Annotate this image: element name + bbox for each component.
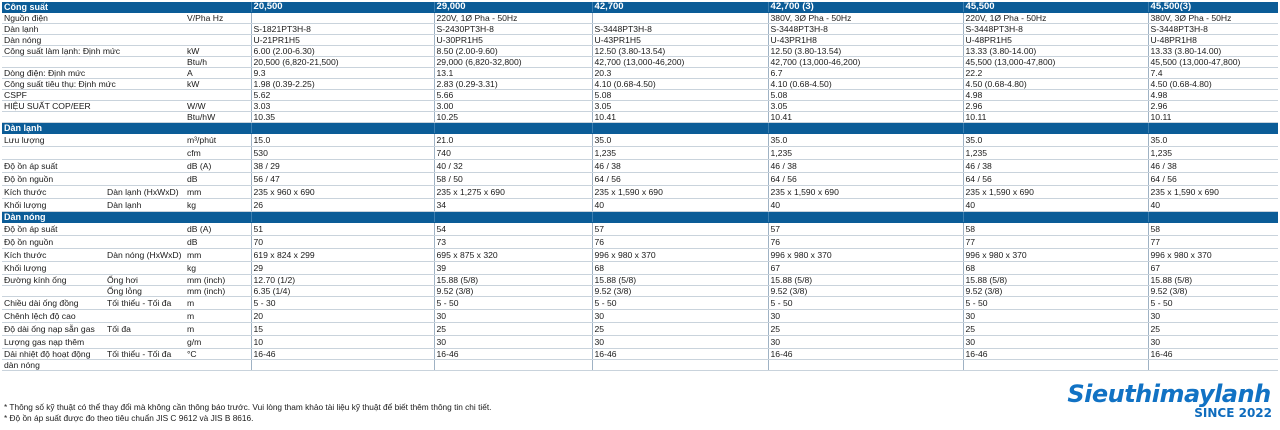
- spec-unit: [185, 24, 251, 35]
- spec-label: [2, 286, 105, 297]
- spec-value: 40 / 32: [434, 160, 592, 173]
- spec-value: 15.88 (5/8): [592, 275, 768, 286]
- spec-label: Khối lượng: [2, 262, 185, 275]
- spec-value: 40: [963, 199, 1148, 212]
- spec-value: 1,235: [592, 147, 768, 160]
- spec-value: [592, 360, 768, 371]
- spec-value: 695 x 875 x 320: [434, 249, 592, 262]
- spec-value: 9.52 (3/8): [963, 286, 1148, 297]
- spec-sublabel: Dàn lạnh (HxWxD): [105, 186, 185, 199]
- spec-label: Nguồn điện: [2, 13, 185, 24]
- spec-value: 2.96: [1148, 101, 1278, 112]
- spec-value: 220V, 1Ø Pha - 50Hz: [434, 13, 592, 24]
- spec-value: 16-46: [1148, 349, 1278, 360]
- spec-value: 6.7: [768, 68, 963, 79]
- spec-value: 26: [251, 199, 434, 212]
- section-cell: [251, 123, 434, 134]
- spec-value: 30: [768, 310, 963, 323]
- row-power-input: [2, 79, 1278, 90]
- spec-value: 77: [1148, 236, 1278, 249]
- spec-unit: dB (A): [185, 160, 251, 173]
- spec-value: 20.3: [592, 68, 768, 79]
- spec-sublabel: Tối thiểu - Tối đa: [105, 349, 185, 360]
- row-out-sound-power: [2, 236, 1278, 249]
- row-in-dimensions: [2, 186, 1278, 199]
- spec-value: 5.08: [768, 90, 963, 101]
- spec-unit: Btu/hW: [185, 112, 251, 123]
- spec-value: 45,500 (13,000-47,800): [963, 57, 1148, 68]
- spec-value: 15: [251, 323, 434, 336]
- spec-label: Chiều dài ống đồng: [2, 297, 105, 310]
- spec-value: 58: [963, 223, 1148, 236]
- spec-value: 380V, 3Ø Pha - 50Hz: [768, 13, 963, 24]
- spec-value: 64 / 56: [768, 173, 963, 186]
- spec-value: 25: [1148, 323, 1278, 336]
- spec-value: 35.0: [1148, 134, 1278, 147]
- spec-value: 619 x 824 x 299: [251, 249, 434, 262]
- spec-value: 4.98: [1148, 90, 1278, 101]
- spec-unit: mm (inch): [185, 286, 251, 297]
- spec-value: 5 - 50: [434, 297, 592, 310]
- row-airflow-m3: [2, 134, 1278, 147]
- row-additional-gas: [2, 336, 1278, 349]
- spec-value: 5.62: [251, 90, 434, 101]
- spec-unit: kg: [185, 199, 251, 212]
- spec-label: Đường kính ống: [2, 275, 105, 286]
- spec-value: 235 x 1,590 x 690: [963, 186, 1148, 199]
- spec-value: 9.52 (3/8): [592, 286, 768, 297]
- spec-label: Độ ồn áp suất: [2, 160, 185, 173]
- spec-unit: mm: [185, 249, 251, 262]
- section-cell: [1148, 123, 1278, 134]
- spec-label: Công suất tiêu thụ: Định mức: [2, 79, 185, 90]
- footnote: * Thông số kỹ thuật có thể thay đổi mà không cần thông báo trước. Vui lòng tham khảo tài liệu kỹ thuật để biết thêm thông tin chi tiết.: [4, 402, 492, 412]
- spec-label: Công suất làm lạnh: Định mức: [2, 46, 185, 57]
- spec-value: 16-46: [251, 349, 434, 360]
- spec-label: [2, 57, 185, 68]
- section-cell: [251, 212, 434, 223]
- spec-value: 25: [963, 323, 1148, 336]
- section-header-indoor: [2, 123, 1278, 134]
- spec-value: 64 / 56: [1148, 173, 1278, 186]
- spec-value: 7.4: [1148, 68, 1278, 79]
- spec-value: 30: [592, 310, 768, 323]
- spec-unit: m: [185, 297, 251, 310]
- spec-value: 57: [768, 223, 963, 236]
- spec-unit: dB: [185, 173, 251, 186]
- spec-value: 46 / 38: [768, 160, 963, 173]
- spec-label: Kích thước: [2, 249, 105, 262]
- row-airflow-cfm: [2, 147, 1278, 160]
- spec-value: 46 / 38: [963, 160, 1148, 173]
- spec-value: 76: [592, 236, 768, 249]
- spec-value: 16-46: [768, 349, 963, 360]
- spec-value: 25: [592, 323, 768, 336]
- spec-value: S-3448PT3H-8: [768, 24, 963, 35]
- spec-value: [768, 360, 963, 371]
- spec-value: U-21PR1H5: [251, 35, 434, 46]
- row-current: [2, 68, 1278, 79]
- spec-value: 40: [592, 199, 768, 212]
- spec-value: 996 x 980 x 370: [963, 249, 1148, 262]
- spec-label: dàn nóng: [2, 360, 185, 371]
- spec-label: Độ ồn nguồn: [2, 173, 185, 186]
- section-title: Dàn nóng: [2, 212, 251, 223]
- section-cell: [592, 212, 768, 223]
- spec-value: 235 x 1,275 x 690: [434, 186, 592, 199]
- spec-label: Lượng gas nạp thêm: [2, 336, 185, 349]
- spec-sublabel: Tối đa: [105, 323, 185, 336]
- spec-sublabel: Dàn nóng (HxWxD): [105, 249, 185, 262]
- spec-value: 3.05: [768, 101, 963, 112]
- spec-value: 6.00 (2.00-6.30): [251, 46, 434, 57]
- spec-value: 38 / 29: [251, 160, 434, 173]
- spec-value: 2.96: [963, 101, 1148, 112]
- section-cell: [768, 212, 963, 223]
- spec-value: 30: [1148, 336, 1278, 349]
- footnote: * Độ ồn áp suất được đo theo tiêu chuẩn JIS C 9612 và JIS B 8616.: [4, 412, 254, 423]
- row-in-sound-power: [2, 173, 1278, 186]
- spec-value: 56 / 47: [251, 173, 434, 186]
- row-pipe-length: [2, 297, 1278, 310]
- spec-value: 4.10 (0.68-4.50): [768, 79, 963, 90]
- spec-value: 5 - 50: [1148, 297, 1278, 310]
- spec-value: 5 - 50: [768, 297, 963, 310]
- spec-value: 13.33 (3.80-14.00): [1148, 46, 1278, 57]
- spec-label: Độ dài ống nạp sẵn gas: [2, 323, 105, 336]
- spec-value: 30: [592, 336, 768, 349]
- row-power-source: [2, 13, 1278, 24]
- spec-value: 67: [1148, 262, 1278, 275]
- spec-value: 29,000: [434, 2, 592, 13]
- spec-value: 10.25: [434, 112, 592, 123]
- spec-value: 30: [963, 336, 1148, 349]
- spec-label: [2, 112, 185, 123]
- spec-value: 4.10 (0.68-4.50): [592, 79, 768, 90]
- spec-value: 9.52 (3/8): [434, 286, 592, 297]
- spec-unit: mm: [185, 186, 251, 199]
- spec-value: S-3448PT3H-8: [1148, 24, 1278, 35]
- spec-value: 16-46: [434, 349, 592, 360]
- spec-value: 3.05: [592, 101, 768, 112]
- spec-value: 10.11: [1148, 112, 1278, 123]
- spec-value: 25: [434, 323, 592, 336]
- spec-value: 12.70 (1/2): [251, 275, 434, 286]
- spec-value: U-48PR1H8: [1148, 35, 1278, 46]
- spec-value: U-30PR1H5: [434, 35, 592, 46]
- spec-value: U-43PR1H8: [768, 35, 963, 46]
- spec-value: 5 - 50: [592, 297, 768, 310]
- section-header-outdoor: [2, 212, 1278, 223]
- spec-label: Kích thước: [2, 186, 105, 199]
- spec-value: 64 / 56: [592, 173, 768, 186]
- spec-value: 77: [963, 236, 1148, 249]
- spec-value: 10: [251, 336, 434, 349]
- spec-label: Dàn lạnh: [2, 24, 185, 35]
- section-cell: [768, 123, 963, 134]
- spec-value: 40: [1148, 199, 1278, 212]
- row-in-sound-pressure: [2, 160, 1278, 173]
- row-precharge: [2, 323, 1278, 336]
- row-outdoor-model: [2, 35, 1278, 46]
- spec-unit: Btu/h: [185, 57, 251, 68]
- spec-value: 2.83 (0.29-3.31): [434, 79, 592, 90]
- spec-value: 30: [1148, 310, 1278, 323]
- section-cell: [963, 212, 1148, 223]
- spec-value: 235 x 1,590 x 690: [1148, 186, 1278, 199]
- spec-unit: m³/phút: [185, 134, 251, 147]
- spec-label: [2, 147, 185, 160]
- spec-value: 39: [434, 262, 592, 275]
- spec-value: 5.66: [434, 90, 592, 101]
- spec-sublabel: Ống hơi: [105, 275, 185, 286]
- spec-value: 35.0: [768, 134, 963, 147]
- section-title: Công suất: [2, 2, 251, 13]
- spec-label: Lưu lượng: [2, 134, 185, 147]
- spec-value: 996 x 980 x 370: [1148, 249, 1278, 262]
- spec-value: 996 x 980 x 370: [768, 249, 963, 262]
- spec-unit: m: [185, 323, 251, 336]
- spec-unit: kW: [185, 79, 251, 90]
- spec-unit: cfm: [185, 147, 251, 160]
- spec-value: 54: [434, 223, 592, 236]
- spec-label: Độ ồn nguồn: [2, 236, 185, 249]
- spec-sublabel: Ống lỏng: [105, 286, 185, 297]
- spec-unit: [185, 360, 251, 371]
- spec-value: 530: [251, 147, 434, 160]
- spec-value: 46 / 38: [1148, 160, 1278, 173]
- spec-value: 1,235: [1148, 147, 1278, 160]
- spec-unit: [185, 90, 251, 101]
- spec-unit: A: [185, 68, 251, 79]
- spec-value: 4.98: [963, 90, 1148, 101]
- row-out-dimensions: [2, 249, 1278, 262]
- spec-value: 9.3: [251, 68, 434, 79]
- spec-value: 1.98 (0.39-2.25): [251, 79, 434, 90]
- row-cop-ww: [2, 101, 1278, 112]
- spec-value: 21.0: [434, 134, 592, 147]
- spec-value: 42,700 (13,000-46,200): [592, 57, 768, 68]
- spec-value: 29,000 (6,820-32,800): [434, 57, 592, 68]
- spec-value: 42,700 (3): [768, 2, 963, 13]
- spec-value: 4.50 (0.68-4.80): [963, 79, 1148, 90]
- spec-value: 3.00: [434, 101, 592, 112]
- spec-value: 40: [768, 199, 963, 212]
- spec-value: 64 / 56: [963, 173, 1148, 186]
- spec-value: 20,500: [251, 2, 434, 13]
- spec-value: [251, 360, 434, 371]
- spec-value: 16-46: [963, 349, 1148, 360]
- spec-unit: g/m: [185, 336, 251, 349]
- row-cspf: [2, 90, 1278, 101]
- spec-unit: dB (A): [185, 223, 251, 236]
- row-out-weight: [2, 262, 1278, 275]
- section-cell: [1148, 212, 1278, 223]
- row-cooling-btu: [2, 57, 1278, 68]
- spec-label: Khối lượng: [2, 199, 105, 212]
- row-cooling-kw: [2, 46, 1278, 57]
- spec-value: 9.52 (3/8): [768, 286, 963, 297]
- spec-unit: V/Pha Hz: [185, 13, 251, 24]
- spec-value: 15.88 (5/8): [768, 275, 963, 286]
- spec-value: 996 x 980 x 370: [592, 249, 768, 262]
- spec-value: 13.33 (3.80-14.00): [963, 46, 1148, 57]
- section-cell: [434, 212, 592, 223]
- spec-unit: kg: [185, 262, 251, 275]
- spec-value: 235 x 1,590 x 690: [768, 186, 963, 199]
- spec-label: Dải nhiệt độ hoạt động: [2, 349, 105, 360]
- spec-value: 30: [768, 336, 963, 349]
- spec-label: Chênh lệch độ cao: [2, 310, 185, 323]
- spec-value: 5 - 50: [963, 297, 1148, 310]
- spec-value: 235 x 1,590 x 690: [592, 186, 768, 199]
- spec-value: S-3448PT3H-8: [963, 24, 1148, 35]
- spec-unit: °C: [185, 349, 251, 360]
- spec-value: 12.50 (3.80-13.54): [768, 46, 963, 57]
- spec-value: 5.08: [592, 90, 768, 101]
- spec-value: U-43PR1H5: [592, 35, 768, 46]
- spec-label: Độ ồn áp suất: [2, 223, 185, 236]
- spec-value: 30: [434, 336, 592, 349]
- spec-value: 34: [434, 199, 592, 212]
- spec-value: [592, 13, 768, 24]
- spec-value: U-48PR1H5: [963, 35, 1148, 46]
- row-indoor-model: [2, 24, 1278, 35]
- section-title: Dàn lạnh: [2, 123, 251, 134]
- spec-value: 58 / 50: [434, 173, 592, 186]
- spec-value: 1,235: [963, 147, 1148, 160]
- spec-value: 45,500: [963, 2, 1148, 13]
- spec-value: [1148, 360, 1278, 371]
- spec-unit: mm (inch): [185, 275, 251, 286]
- spec-label: CSPF: [2, 90, 185, 101]
- spec-label: Dàn nóng: [2, 35, 185, 46]
- row-pipe-gas: [2, 275, 1278, 286]
- spec-value: [963, 360, 1148, 371]
- logo-tagline: SINCE 2022: [1194, 406, 1272, 420]
- spec-value: 380V, 3Ø Pha - 50Hz: [1148, 13, 1278, 24]
- spec-value: S-1821PT3H-8: [251, 24, 434, 35]
- spec-value: S-3448PT3H-8: [592, 24, 768, 35]
- spec-value: 46 / 38: [592, 160, 768, 173]
- spec-value: 20: [251, 310, 434, 323]
- spec-value: 29: [251, 262, 434, 275]
- spec-value: 1,235: [768, 147, 963, 160]
- spec-value: 9.52 (3/8): [1148, 286, 1278, 297]
- spec-value: 76: [768, 236, 963, 249]
- spec-value: 73: [434, 236, 592, 249]
- row-cop-btu: [2, 112, 1278, 123]
- section-header-capacity: [2, 2, 1278, 13]
- spec-sublabel: Dàn lạnh: [105, 199, 185, 212]
- row-out-sound-pressure: [2, 223, 1278, 236]
- spec-value: 67: [768, 262, 963, 275]
- spec-value: 3.03: [251, 101, 434, 112]
- spec-value: 10.41: [768, 112, 963, 123]
- spec-unit: kW: [185, 46, 251, 57]
- spec-value: 42,700: [592, 2, 768, 13]
- spec-sublabel: Tối thiểu - Tối đa: [105, 297, 185, 310]
- spec-value: 15.88 (5/8): [963, 275, 1148, 286]
- spec-value: 5 - 30: [251, 297, 434, 310]
- spec-value: 42,700 (13,000-46,200): [768, 57, 963, 68]
- spec-value: 30: [434, 310, 592, 323]
- spec-value: 68: [592, 262, 768, 275]
- spec-unit: dB: [185, 236, 251, 249]
- spec-value: 57: [592, 223, 768, 236]
- spec-value: 51: [251, 223, 434, 236]
- spec-table: [2, 2, 1278, 371]
- section-cell: [963, 123, 1148, 134]
- spec-value: [251, 13, 434, 24]
- spec-value: 20,500 (6,820-21,500): [251, 57, 434, 68]
- spec-value: 10.11: [963, 112, 1148, 123]
- spec-value: 15.88 (5/8): [434, 275, 592, 286]
- spec-value: 35.0: [592, 134, 768, 147]
- spec-unit: [185, 35, 251, 46]
- brand-logo: [1060, 381, 1278, 423]
- spec-value: 4.50 (0.68-4.80): [1148, 79, 1278, 90]
- spec-value: 15.0: [251, 134, 434, 147]
- spec-value: 58: [1148, 223, 1278, 236]
- row-temp-range-2: [2, 360, 1278, 371]
- spec-value: [434, 360, 592, 371]
- spec-value: 235 x 960 x 690: [251, 186, 434, 199]
- spec-label: HIỆU SUẤT COP/EER: [2, 101, 185, 112]
- spec-value: 16-46: [592, 349, 768, 360]
- spec-value: 30: [963, 310, 1148, 323]
- logo-name: Sieuthimaylanh: [1067, 380, 1271, 408]
- row-temp-range: [2, 349, 1278, 360]
- footnotes: [4, 402, 491, 423]
- spec-value: 45,500 (13,000-47,800): [1148, 57, 1278, 68]
- spec-value: 220V, 1Ø Pha - 50Hz: [963, 13, 1148, 24]
- spec-value: 12.50 (3.80-13.54): [592, 46, 768, 57]
- spec-value: 70: [251, 236, 434, 249]
- spec-value: 35.0: [963, 134, 1148, 147]
- row-in-weight: [2, 199, 1278, 212]
- spec-value: 740: [434, 147, 592, 160]
- spec-value: 8.50 (2.00-9.60): [434, 46, 592, 57]
- spec-unit: m: [185, 310, 251, 323]
- spec-value: 22.2: [963, 68, 1148, 79]
- row-height-diff: [2, 310, 1278, 323]
- spec-value: 15.88 (5/8): [1148, 275, 1278, 286]
- spec-value: 10.35: [251, 112, 434, 123]
- spec-value: 6.35 (1/4): [251, 286, 434, 297]
- section-cell: [434, 123, 592, 134]
- spec-value: 25: [768, 323, 963, 336]
- spec-value: 45,500(3): [1148, 2, 1278, 13]
- spec-unit: W/W: [185, 101, 251, 112]
- row-pipe-liquid: [2, 286, 1278, 297]
- spec-label: Dòng điện: Định mức: [2, 68, 185, 79]
- spec-value: 13.1: [434, 68, 592, 79]
- spec-value: 10.41: [592, 112, 768, 123]
- spec-value: S-2430PT3H-8: [434, 24, 592, 35]
- section-cell: [592, 123, 768, 134]
- spec-value: 68: [963, 262, 1148, 275]
